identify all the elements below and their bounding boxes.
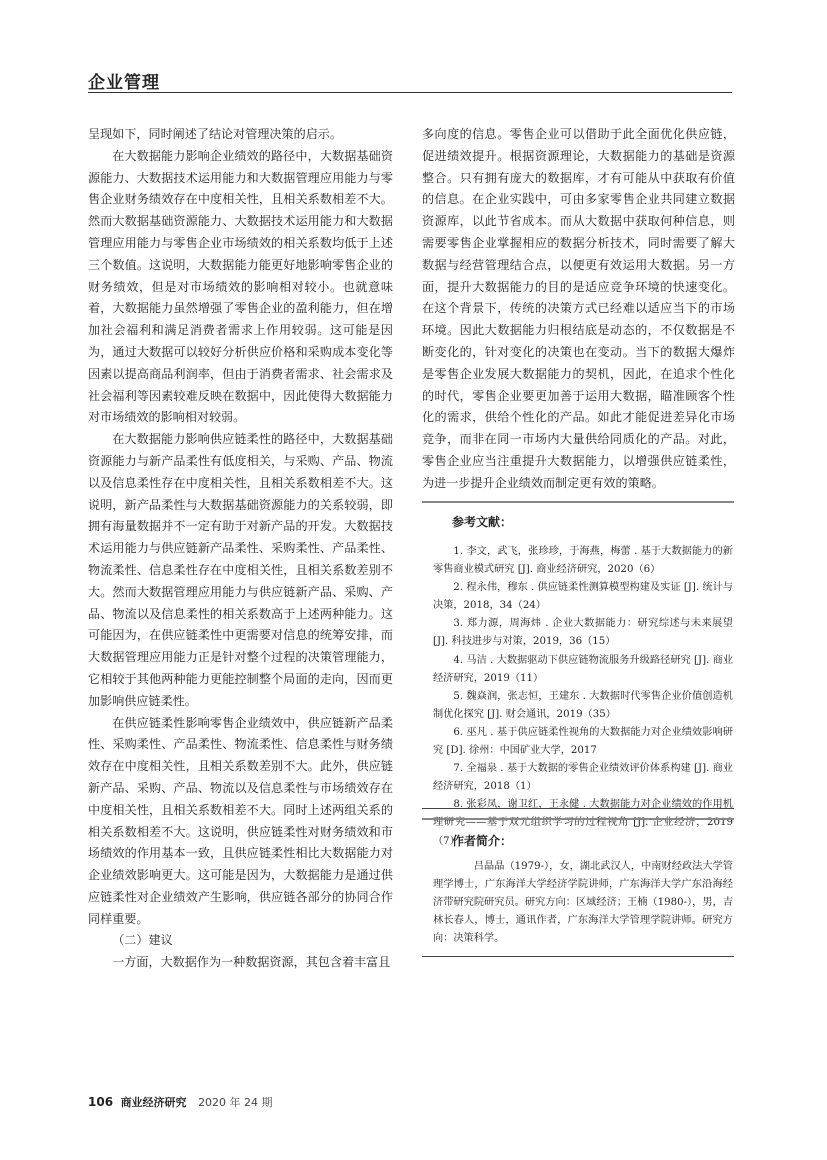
- reference-item: 3. 郑力源，周海炜 . 企业大数据能力：研究综述与未来展望 [J]. 科技进步与对策，2019，36（15）: [433, 618, 733, 648]
- references-list: [433, 543, 733, 851]
- body-paragraph: 在大数据能力影响供应链柔性的路径中，大数据基础资源能力与新产品柔性有低度相关，与采购、产品、物流以及信息柔性存在中度相关性，且相关系数相差不大。这说明，新产品柔性与大数据基础资源能力的关系较弱，即拥有海量数据并不一定有助于对新产品的开发。大数据技术运用能力与供应链新产品柔性、采购柔性、产品柔性、物流柔性、信息柔性存在中度相关性，且相关系数差别不大。然而大数据管理应用能力与供应链新产品、采购、产品、物流以及信息柔性的相关系数高于上述两种能力。这可能因为，在供应链柔性中更需要对信息的统筹安排，而大数据管理应用能力正是针对整个过程的决策管理能力，它相较于其他两种能力更能控制整个局面的走向，因而更加影响供应链柔性。: [88, 432, 393, 708]
- body-paragraph: 在大数据能力影响企业绩效的路径中，大数据基础资源能力、大数据技术运用能力和大数据管理应用能力与零售企业财务绩效存在中度相关性，且相关系数相差不大。然而大数据基础资源能力、大数据技术运用能力和大数据管理应用能力与零售企业市场绩效的相关系数均低于上述三个数值。这说明，大数据能力能更好地影响零售企业的财务绩效，但是对市场绩效的影响相对较小。也就意味着，大数据能力虽然增强了零售企业的盈利能力，但在增加社会福利和满足消费者需求上作用较弱。这可能是因为，通过大数据可以较好分析供应价格和采购成本变化等因素以提高商品利润率，但由于消费者需求、社会需求及社会福利等因素较难反映在数据中，因此使得大数据能力对市场绩效的影响相对较弱。: [88, 148, 393, 425]
- reference-item: 5. 魏焱润，张志恒，王建东 . 大数据时代零售企业价值创造机制优化探究 [J]. 财会通讯，2019（35）: [433, 690, 733, 720]
- reference-item: 1. 李文，武飞，张珍珍，于海燕，梅蕾 . 基于大数据能力的新零售商业模式研究 [J]. 商业经济研究，2020（6）: [433, 546, 733, 576]
- body-paragraph: 一方面，大数据作为一种数据资源，其包含着丰富且: [112, 955, 391, 970]
- page-footer: [88, 1094, 273, 1110]
- body-paragraph: 呈现如下，同时阐述了结论对管理决策的启示。: [88, 127, 342, 141]
- subsection-heading: （二）建议: [112, 933, 173, 948]
- left-column: [88, 124, 393, 974]
- journal-issue: 2020 年 24 期: [198, 1096, 273, 1109]
- references-bottom-divider: [422, 808, 734, 809]
- author-bio-title: 作者简介：: [452, 834, 513, 848]
- reference-item: 8. 张彩凤，谢卫红，王永健 . 大数据能力对企业绩效的作用机理研究——基于双元组织学习的过程视角 [J]. 企业经济，2019（7）: [433, 799, 733, 847]
- references-title: 参考文献：: [452, 515, 513, 529]
- section-title: 企业管理: [88, 73, 160, 93]
- right-column: [422, 124, 735, 495]
- header-divider: [88, 92, 732, 93]
- page-number: 106: [88, 1095, 114, 1109]
- reference-item: 4. 马洁 . 大数据驱动下供应链物流服务升级路径研究 [J]. 商业经济研究，2019（11）: [433, 654, 733, 684]
- bio-bottom-divider: [422, 956, 734, 957]
- bio-top-divider: [422, 818, 734, 820]
- references-top-divider: [422, 501, 734, 503]
- author-bio: [433, 858, 733, 948]
- reference-item: 7. 全福泉 . 基于大数据的零售企业绩效评价体系构建 [J]. 商业经济研究，2018（1）: [433, 763, 733, 793]
- body-paragraph: 多向度的信息。零售企业可以借助于此全面优化供应链，促进绩效提升。根据资源理论，大数据能力的基础是资源整合。只有拥有庞大的数据库，才有可能从中获取有价值的信息。在企业实践中，可由多家零售企业共同建立数据资源库，以此节省成本。而从大数据中获取何种信息，则需要零售企业掌握相应的数据分析技术，同时需要了解大数据与经营管理结合点，以便更有效运用大数据。另一方面，提升大数据能力的目的是适应竞争环境的快速变化。在这个背景下，传统的决策方式已经难以适应当下的市场环境。因此大数据能力归根结底是动态的，不仅数据是不断变化的，针对变化的决策也在变动。当下的数据大爆炸是零售企业发展大数据能力的契机，因此，在追求个性化的时代，零售企业要更加善于运用大数据，瞄准顾客个性化的需求，供给个性化的产品。如此才能促进差异化市场竞争，而非在同一市场内大量供给同质化的产品。对此，零售企业应当注重提升大数据能力，以增强供应链柔性，为进一步提升企业绩效而制定更有效的策略。: [422, 127, 735, 490]
- reference-item: 6. 巫凡 . 基于供应链柔性视角的大数据能力对企业绩效影响研究 [D]. 徐州：中国矿业大学，2017: [433, 726, 733, 757]
- author-bio-text: 吕晶晶（1979-），女，湖北武汉人，中南财经政法大学管理学博士，广东海洋大学经济学院讲师，广东海洋大学广东沿海经济带研究院研究员。研究方向：区域经济；王楠（1980-），男，吉林长春人，博士，通讯作者，广东海洋大学管理学院讲师。研究方向：决策科学。: [433, 861, 733, 945]
- body-paragraph: 在供应链柔性影响零售企业绩效中，供应链新产品柔性、采购柔性、产品柔性、物流柔性、信息柔性与财务绩效存在中度相关性，且相关系数差别不大。此外，供应链新产品、采购、产品、物流以及信息柔性与市场绩效存在中度相关性，且相关系数相差不大。同时上述两组关系的相关系数相差不大。这说明，供应链柔性对财务绩效和市场绩效的作用基本一致，且供应链柔性相比大数据能力对企业绩效影响更大。这可能是因为，大数据能力是通过供应链柔性对企业绩效产生影响，供应链各部分的协同合作同样重要。: [88, 715, 393, 926]
- journal-name: 商业经济研究: [120, 1096, 187, 1109]
- reference-item: 2. 程永伟，穆东 . 供应链柔性测算模型构建及实证 [J]. 统计与决策，2018，34（24）: [433, 582, 733, 612]
